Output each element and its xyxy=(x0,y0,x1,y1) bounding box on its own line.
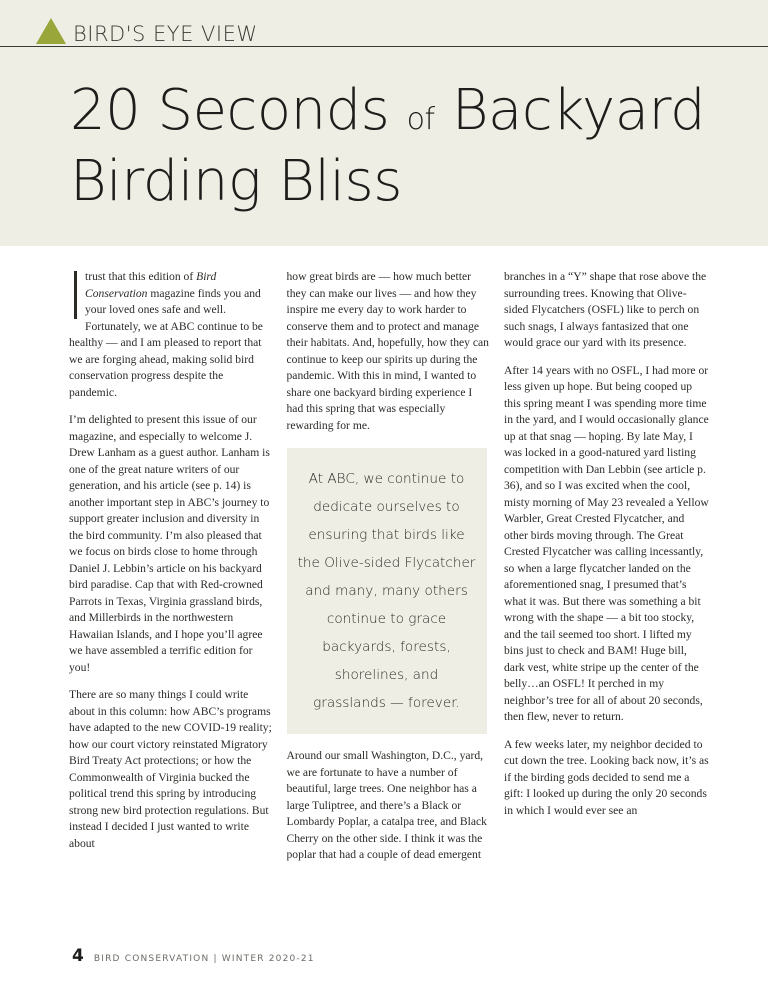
column-1 xyxy=(69,269,274,863)
drop-cap-i xyxy=(74,271,77,319)
paragraph: I’m delighted to present this issue of our magazine, and especially to welcome J. Drew Lanham as a guest author. Lanham is one of the great nature writers of our generation, and his article (see p. 14) is another important step in ABC’s journey to support greater inclusion and diversity in the bird community. I’m also pleased that we focus on birds close to home through Daniel J. Lebbin’s article on his backyard bird paradise. Cap that with Red-crowned Parrots in Texas, Virginia grassland birds, and Millerbirds in the northwestern Hawaiian Islands, and I hope you’ll agree we have assembled a terrific edition for you! xyxy=(69,413,270,674)
section-tag xyxy=(36,16,258,46)
page-footer xyxy=(72,946,315,966)
footer-text: BIRD CONSERVATION | WINTER 2020-21 xyxy=(93,954,315,964)
page-number: 4 xyxy=(72,946,84,966)
page-title xyxy=(70,80,750,213)
column-2 xyxy=(287,269,492,875)
header-rule xyxy=(0,46,768,47)
paragraph: Around our small Washington, D.C., yard, we are fortunate to have a number of beautiful, large trees. One neighbor has a large Tuliptree, and there’s a Black or Lombardy Poplar, a catalpa tree, and Black Cherry on the other side. I think it was the poplar that had a couple of dead emergent xyxy=(286,749,487,861)
paragraph: A few weeks later, my neighbor decided to cut down the tree. Looking back now, it’s as if the birding gods decided to send me a gift: I looked up during the only 20 seconds in which I would ever see an xyxy=(504,737,709,817)
paragraph: how great birds are — how much better they can make our lives — and how they inspire me every day to work harder to conserve them and to protect and manage their habitats. And, hopefully, how they can continue to keep our spirits up during the pandemic. With this in mind, I wanted to share one backyard birding experience I had this spring that was especially rewarding for me. xyxy=(286,270,489,432)
section-label: BIRD'S EYE VIEW xyxy=(73,22,258,46)
title-part-2: Backyard Birding Bliss xyxy=(70,78,706,214)
paragraph-lead: trust that this edition of xyxy=(85,270,197,283)
paragraph xyxy=(69,269,274,401)
title-small-word: of xyxy=(406,102,435,137)
article-columns xyxy=(69,269,709,875)
magazine-name: Bird Conservation xyxy=(85,270,217,300)
triangle-icon xyxy=(36,18,66,44)
paragraph: After 14 years with no OSFL, I had more or less given up hope. But being cooped up this spring meant I was spending more time in the yard, and I would occasionally glance up at that snag — hoping. By late May, I was locked in a good-natured yard listing competition with Dan Lebbin (see article p. 36), and so I was excited when the cool, misty morning of May 23 revealed a Yellow Warbler, Great Crested Flycatcher, and other birds moving through. The Great Crested Flycatcher was calling incessantly, so when a large flycatcher landed on the aforementioned snag, I presumed that’s what it was. But there was something a bit wrong with the shape — a bit too stocky, and the tail seemed too short. I lifted my bins just to check and BAM! Huge bill, dark vest, white stripe up the center of the belly…an OSFL! It perched in my neighbor’s tree for all of about 20 seconds, then flew, never to return. xyxy=(504,363,709,723)
paragraph-rest: magazine finds you and your loved ones safe and well. Fortunately, we at ABC continue to be healthy — and I am pleased to report that we are forging ahead, making solid bird conservation progress despite the pandemic. xyxy=(69,286,263,399)
pull-quote: At ABC, we continue to dedicate ourselves to ensuring that birds like the Olive-sided Flycatcher and many, many others continue to grace backyards, forests, shorelines, and grasslands — forever. xyxy=(287,448,487,734)
title-part-1: 20 Seconds xyxy=(70,78,407,143)
paragraph: There are so many things I could write about in this column: how ABC’s programs have adapted to the new COVID-19 reality; how our court victory reinstated Migratory Bird Treaty Act protections; or how the Commonwealth of Virginia bucked the political trend this spring by introducing strong new bird protection regulations. But instead I decided I just wanted to write about xyxy=(69,688,272,850)
column-3 xyxy=(504,269,709,830)
paragraph: branches in a “Y” shape that rose above the surrounding trees. Knowing that Olive-sided Flycatchers (OSFL) like to perch on such snags, I always fantasized that one would grace our yard with its presence. xyxy=(504,270,707,349)
